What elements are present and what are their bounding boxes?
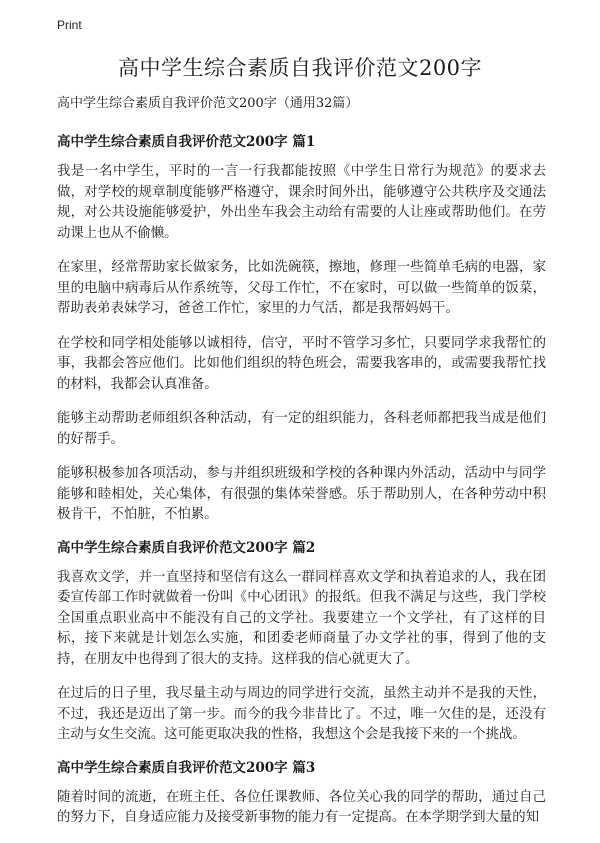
print-link[interactable]: Print: [57, 18, 82, 32]
section-heading: 高中学生综合素质自我评价范文200字 篇3: [57, 759, 316, 776]
paragraph: 在过后的日子里，我尽量主动与周边的同学进行交流，虽然主动并不是我的天性，不过，我还是迈出了第一步。而今的我今非昔比了。不过，唯一欠佳的是，还没有主动与女生交流。这可能更取决我的性格，我想这个会是我接下来的一个挑战。: [57, 686, 546, 742]
paragraph: 能够主动帮助老师组织各种活动，有一定的组织能力，各科老师都把我当成是他们的好帮手。: [57, 411, 546, 447]
section-2: [57, 540, 546, 746]
paragraph: 在学校和同学相处能够以诚相待，信守，平时不管学习多忙，只要同学求我帮忙的事，我都会答应他们。比如他们组织的特色班会，需要我客串的，或需要我帮忙找的材料，我都会认真准备。: [57, 335, 546, 392]
section-heading: 高中学生综合素质自我评价范文200字 篇1: [57, 134, 316, 150]
section-1: [57, 134, 546, 526]
paragraph: 随着时间的流逝，在班主任、各位任课教师、各位关心我的同学的帮助，通过自己的努力下，自身适应能力及接受新事物的能力有一定提高。在本学期学到大量的知: [57, 789, 546, 825]
document-subtitle: 高中学生综合素质自我评价范文200字（通用32篇）: [57, 96, 359, 111]
paragraph: 我喜欢文学，并一直坚持和坚信有这么一群同样喜欢文学和执着追求的人，我在团委宣传部工作时就做着一份叫《中心团讯》的报纸。但我不满足与这些，我门学校全国重点职业高中不能没有自己的文学社。我要建立一个文学社，有了这样的目标，接下来就是计划怎么实施，和团委老师商量了办文学社的事，得到了他的支持，在朋友中也得到了很大的支持。这样我的信心就更大了。: [57, 569, 546, 667]
paragraph: 我是一名中学生，平时的一言一行我都能按照《中学生日常行为规范》的要求去做，对学校的规章制度能够严格遵守，课余时间外出，能够遵守公共秩序及交通法规，对公共设施能够爱护，外出坐车我会主动给有需要的人让座或帮助他们。在劳动课上也从不偷懒。: [57, 164, 546, 241]
page-title: 高中学生综合素质自我评价范文200字: [117, 56, 483, 80]
section-3: [57, 760, 546, 829]
paragraph: 在家里，经常帮助家长做家务，比如洗碗筷，擦地，修理一些简单毛病的电器，家里的电脑中病毒后从作系统等，父母工作忙，不在家时，可以做一些简单的饭菜，帮助表弟表妹学习，爸爸工作忙，家里的力气活，都是我帮妈妈干。: [57, 260, 546, 316]
paragraph: 能够积极参加各项活动，参与并组织班级和学校的各种课内外活动，活动中与同学能够和睦相处，关心集体，有很强的集体荣誉感。乐于帮助别人，在各种劳动中积极肯干，不怕脏，不怕累。: [57, 466, 546, 522]
section-heading: 高中学生综合素质自我评价范文200字 篇2: [57, 539, 316, 556]
document-body: [57, 96, 546, 843]
